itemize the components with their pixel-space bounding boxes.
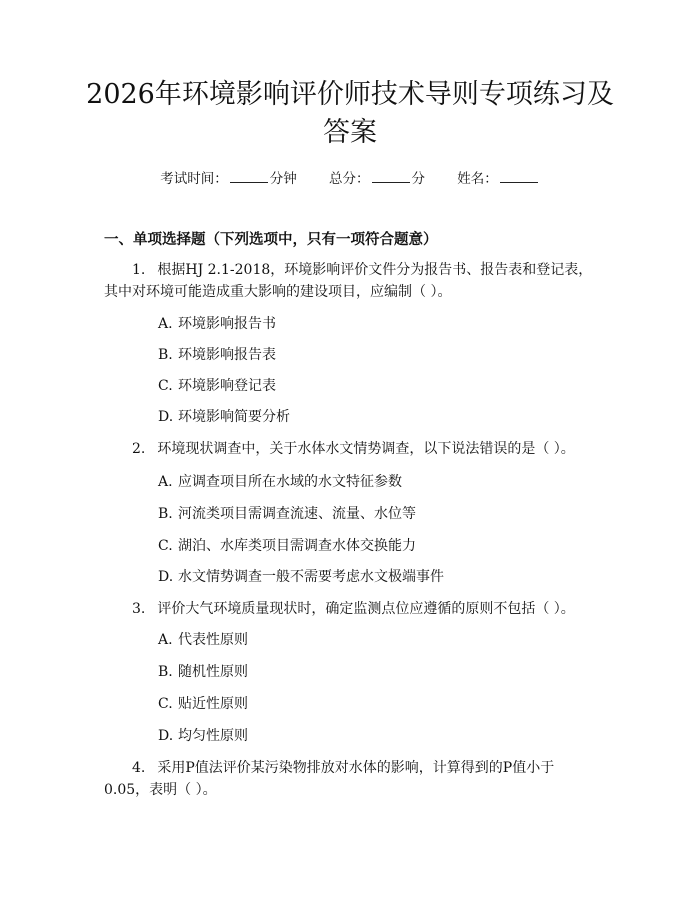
question-1 bbox=[104, 259, 598, 303]
question-2-option-b: B. 河流类项目需调查流速、流量、水位等 bbox=[158, 506, 416, 522]
question-text: 评价大气环境质量现状时，确定监测点位应遵循的原则不包括（ ）。 bbox=[157, 601, 575, 617]
question-1-option-a: A. 环境影响报告书 bbox=[158, 316, 276, 332]
total-score bbox=[329, 168, 425, 189]
question-1-option-c: C. 环境影响登记表 bbox=[158, 378, 276, 394]
question-3 bbox=[104, 598, 598, 620]
question-3-option-b: B. 随机性原则 bbox=[158, 664, 248, 680]
section-heading: 一、单项选择题（下列选项中，只有一项符合题意） bbox=[104, 231, 438, 248]
question-3-option-c: C. 贴近性原则 bbox=[158, 696, 248, 712]
question-text: 采用P值法评价某污染物排放对水体的影响，计算得到的P值小于0.05，表明（ ）。 bbox=[104, 760, 555, 798]
question-2-option-c: C. 湖泊、水库类项目需调查水体交换能力 bbox=[158, 538, 416, 554]
question-1-option-d: D. 环境影响简要分析 bbox=[158, 409, 290, 425]
time-label: 考试时间： bbox=[160, 171, 228, 187]
question-4 bbox=[104, 757, 598, 801]
question-3-option-a: A. 代表性原则 bbox=[158, 632, 248, 648]
name-blank bbox=[500, 168, 538, 183]
question-text: 根据HJ 2.1-2018，环境影响评价文件分为报告书、报告表和登记表，其中对环境可能造成重大影响的建设项目，应编制（ ）。 bbox=[104, 262, 593, 300]
time-unit: 分钟 bbox=[269, 171, 297, 187]
score-label: 总分： bbox=[329, 171, 370, 187]
exam-meta bbox=[0, 168, 700, 189]
question-number: 3. bbox=[132, 601, 146, 617]
question-number: 2. bbox=[132, 441, 146, 457]
exam-time bbox=[160, 168, 297, 189]
question-text: 环境现状调查中，关于水体水文情势调查，以下说法错误的是（ ）。 bbox=[157, 441, 575, 457]
candidate-name bbox=[457, 168, 540, 189]
time-blank bbox=[230, 168, 268, 183]
document-title bbox=[80, 76, 620, 152]
title-line-1: 2026年环境影响评价师技术导则专项练习及 bbox=[86, 79, 614, 110]
score-blank bbox=[372, 168, 410, 183]
question-2 bbox=[104, 438, 598, 460]
question-2-option-d: D. 水文情势调查一般不需要考虑水文极端事件 bbox=[158, 569, 444, 585]
question-1-option-b: B. 环境影响报告表 bbox=[158, 347, 276, 363]
name-label: 姓名： bbox=[457, 171, 498, 187]
question-number: 4. bbox=[132, 760, 146, 776]
score-unit: 分 bbox=[411, 171, 425, 187]
title-line-2: 答案 bbox=[323, 117, 377, 148]
question-2-option-a: A. 应调查项目所在水域的水文特征参数 bbox=[158, 474, 402, 490]
question-3-option-d: D. 均匀性原则 bbox=[158, 728, 248, 744]
question-number: 1. bbox=[132, 262, 146, 278]
